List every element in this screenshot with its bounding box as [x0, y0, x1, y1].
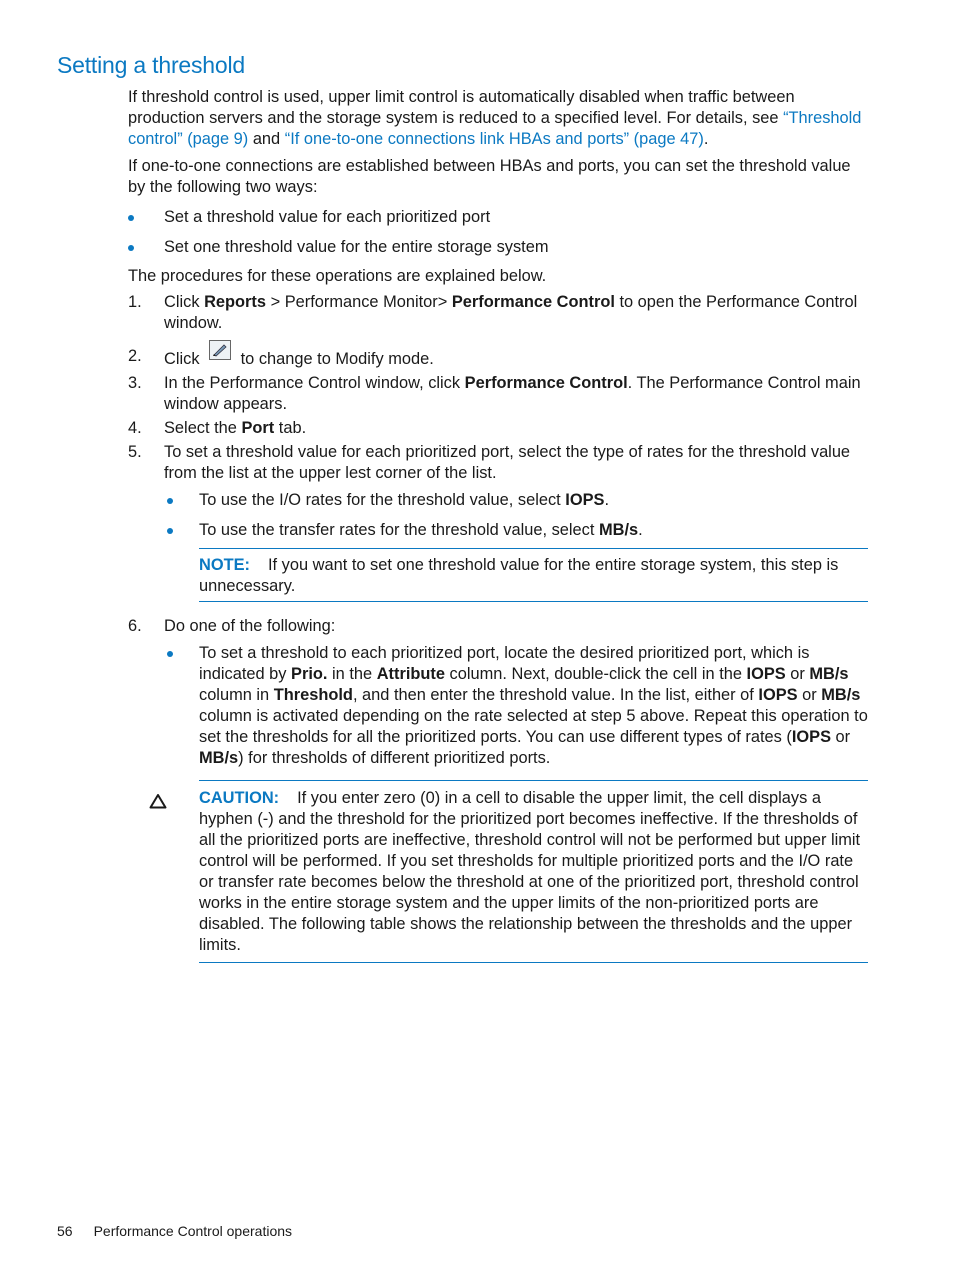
step-2: 2. Click to change to Modify mode.	[128, 346, 868, 370]
threshold-control-link[interactable]: “Threshold control” (page 9)	[128, 109, 862, 148]
intro-paragraph-3: The procedures for these operations are explained below.	[128, 267, 547, 285]
list-item: To use the transfer rates for the threshold value, select MB/s.	[164, 520, 868, 541]
step-number: 5.	[128, 443, 142, 461]
step-6: 6. Do one of the following: To set a threshold to each prioritized port, locate the desired prioritized port, which is indicated by Prio. in the Attribute column. Next, double-click the cell in the IOPS or MB/s column in Threshold, and then enter the threshold value. In the list, either of IOPS or MB/s column is activated depending on the rate selected at step 5 above. Repeat this operation to set the thresholds for all the prioritized ports. You can use different types of rates (IOPS or MB/s) for thresholds of different prioritized ports.	[128, 617, 868, 767]
step-number: 4.	[128, 419, 142, 437]
section-heading: Setting a threshold	[57, 52, 245, 78]
step-number: 3.	[128, 374, 142, 392]
step-5: 5. To set a threshold value for each prioritized port, select the type of rates for the threshold value from the list at the upper lest corner of the list. To use the I/O rates for the threshold value, select IOPS. To use the transfer rates for the threshold value, select MB/s. NOTE: If you want to set one threshold value for the entire storage system, this step is unnecessary.	[128, 442, 868, 602]
caution-text: If you enter zero (0) in a cell to disable the upper limit, the cell displays a hyphen (-) and the threshold for the prioritized port becomes ineffective. If the thresholds of all the prioritized ports are ineffective, threshold control will not be performed but upper limit control will be performed. If you set thresholds for multiple prioritized ports and the I/O rate or transfer rate becomes below the threshold at one of the prioritized port, threshold control works in the entire storage system and the upper limits of the non-prioritized ports are disabled. The following table shows the relationship between the thresholds and the upper limits.	[199, 789, 861, 954]
rate-options-list	[164, 490, 868, 541]
page-number: 56	[57, 1223, 73, 1239]
intro-paragraph-1: If threshold control is used, upper limit control is automatically disabled when traffic between production servers and the storage system is reduced to a specified level. For details, see “Threshold control” (page 9) and “If one-to-one connections link HBAs and ports” (page 47).	[128, 88, 862, 148]
step-3: 3. In the Performance Control window, click Performance Control. The Performance Control main window appears.	[128, 374, 861, 413]
note-text: If you want to set one threshold value for the entire storage system, this step is unnecessary.	[199, 556, 839, 595]
intro-paragraph-2: If one-to-one connections are established between HBAs and ports, you can set the threshold value by the following two ways:	[128, 157, 851, 196]
footer-section-title: Performance Control operations	[93, 1223, 293, 1239]
note-box	[199, 548, 868, 602]
step-1: 1. Click Reports > Performance Monitor> Performance Control to open the Performance Control window.	[128, 293, 858, 332]
list-item: To set a threshold to each prioritized port, locate the desired prioritized port, which is indicated by Prio. in the Attribute column. Next, double-click the cell in the IOPS or MB/s column in Threshold, and then enter the threshold value. In the list, either of IOPS or MB/s column is activated depending on the rate selected at step 5 above. Repeat this operation to set the thresholds for all the prioritized ports. You can use different types of rates (IOPS or MB/s) for thresholds of different prioritized ports.	[164, 643, 868, 769]
list-item: To use the I/O rates for the threshold value, select IOPS.	[164, 490, 868, 511]
step-number: 2.	[128, 347, 142, 365]
method-list	[128, 207, 868, 258]
modify-mode-icon	[209, 340, 231, 360]
step-number: 1.	[128, 293, 142, 311]
page-footer	[57, 1223, 292, 1239]
step-number: 6.	[128, 617, 142, 635]
caution-box	[199, 780, 868, 963]
note-label: NOTE:	[199, 556, 250, 574]
procedure-steps	[128, 292, 868, 769]
step-4: 4. Select the Port tab.	[128, 419, 307, 437]
list-item: Set a threshold value for each prioritized port	[128, 207, 868, 228]
warning-triangle-icon	[149, 793, 167, 809]
list-item: Set one threshold value for the entire storage system	[128, 237, 868, 258]
options-list	[164, 643, 868, 769]
section-body	[128, 87, 868, 963]
caution-label: CAUTION:	[199, 789, 280, 807]
one-to-one-connections-link[interactable]: “If one-to-one connections link HBAs and ports” (page 47)	[284, 130, 704, 148]
